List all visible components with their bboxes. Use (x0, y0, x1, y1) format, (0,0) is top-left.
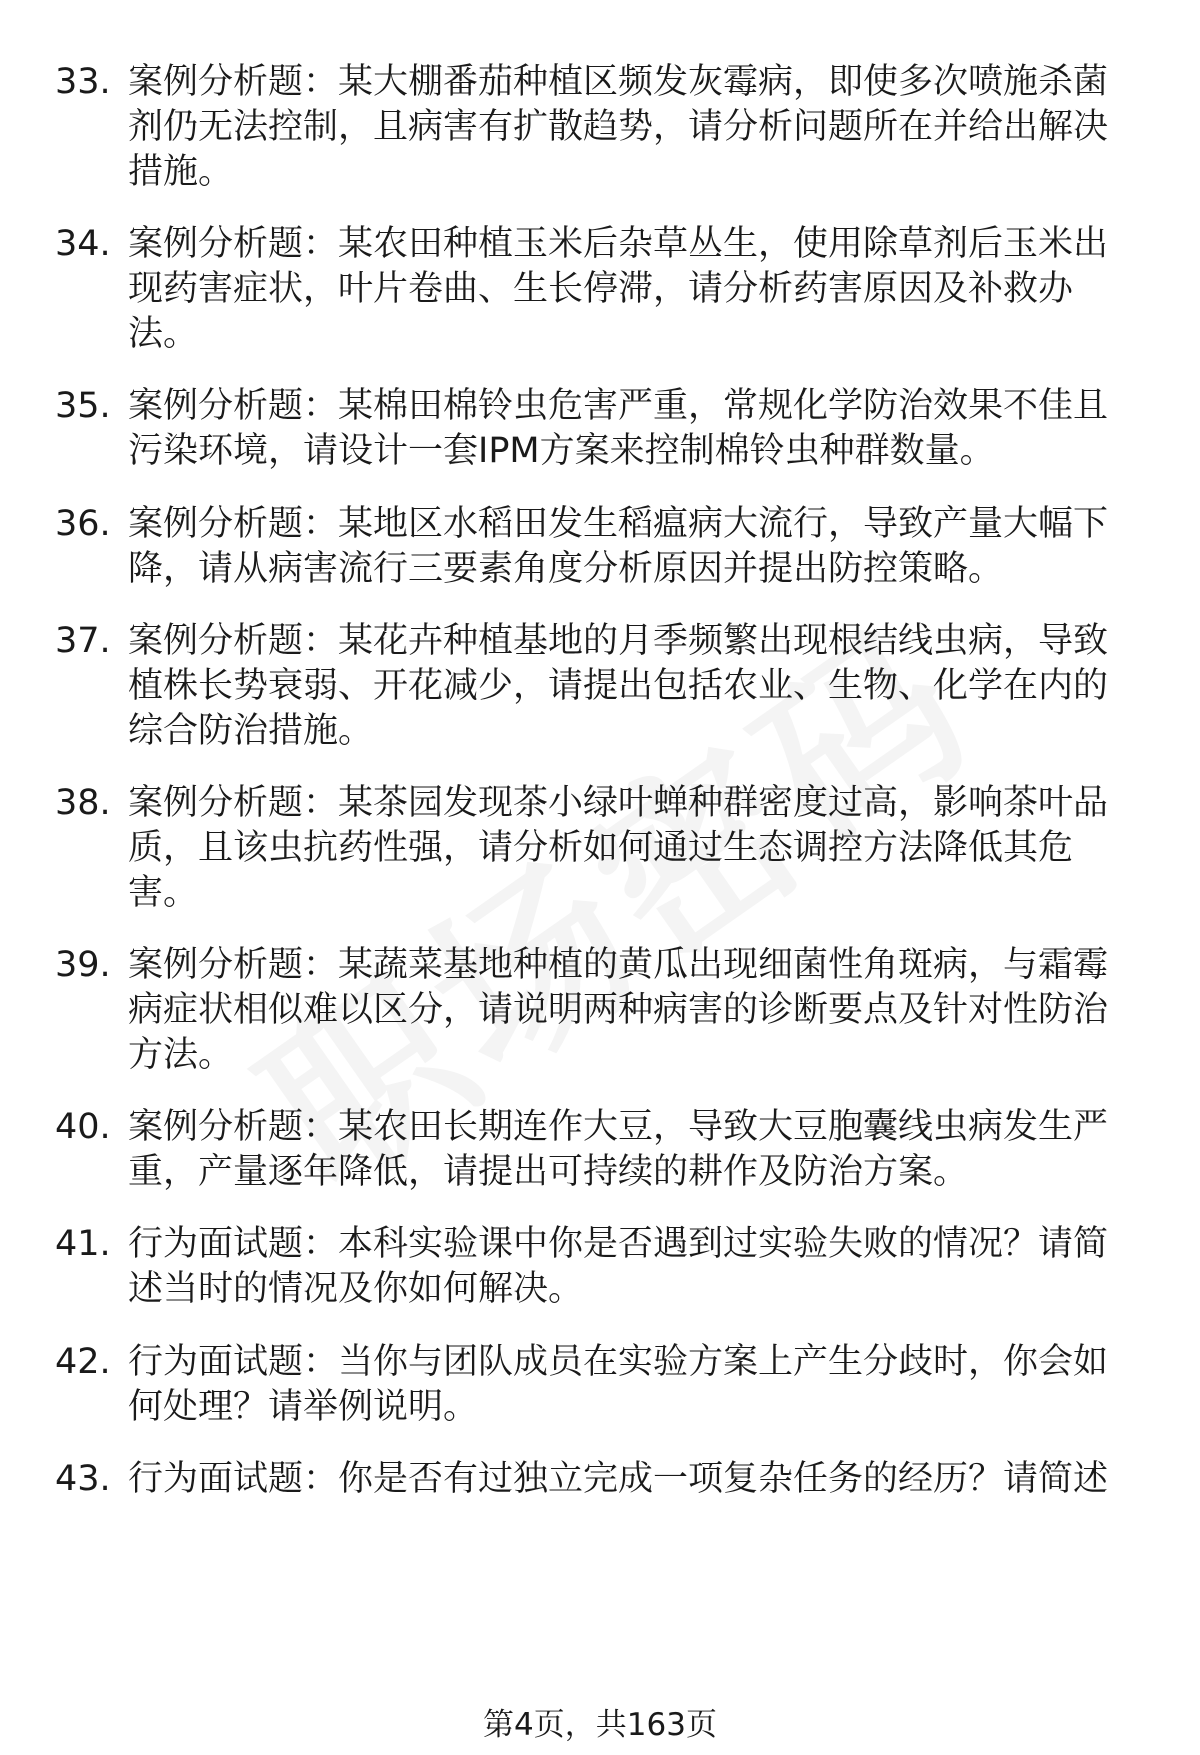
question-number: 43. (55, 1459, 111, 1499)
question-text: 行为面试题：你是否有过独立完成一项复杂任务的经历？请简述 (128, 1459, 1109, 1499)
question-number: 41. (55, 1224, 111, 1264)
question-text: 案例分析题：某棉田棉铃虫危害严重，常规化学防治效果不佳且污染环境，请设计一套IPM方案来控制棉铃虫种群数量。 (128, 386, 1109, 471)
question-text: 案例分析题：某蔬菜基地种植的黄瓜出现细菌性角斑病，与霜霉病症状相似难以区分，请说明两种病害的诊断要点及针对性防治方法。 (128, 945, 1109, 1075)
question-text: 行为面试题：当你与团队成员在实验方案上产生分歧时，你会如何处理？请举例说明。 (128, 1342, 1109, 1427)
question-text: 案例分析题：某茶园发现茶小绿叶蝉种群密度过高，影响茶叶品质，且该虫抗药性强，请分析如何通过生态调控方法降低其危害。 (128, 783, 1109, 913)
question-number: 34. (55, 224, 111, 264)
question-text: 案例分析题：某地区水稻田发生稻瘟病大流行，导致产量大幅下降，请从病害流行三要素角度分析原因并提出防控策略。 (128, 504, 1109, 589)
question-text: 行为面试题：本科实验课中你是否遇到过实验失败的情况？请简述当时的情况及你如何解决。 (128, 1224, 1109, 1309)
question-number: 39. (55, 945, 111, 985)
question-text: 案例分析题：某农田种植玉米后杂草丛生，使用除草剂后玉米出现药害症状，叶片卷曲、生长停滞，请分析药害原因及补救办法。 (128, 224, 1109, 354)
question-number: 37. (55, 621, 111, 661)
question-number: 33. (55, 62, 111, 102)
question-text: 案例分析题：某农田长期连作大豆，导致大豆胞囊线虫病发生严重，产量逐年降低，请提出可持续的耕作及防治方案。 (128, 1107, 1109, 1192)
page-footer: 第4页，共163页 (483, 1707, 717, 1743)
question-number: 40. (55, 1107, 111, 1147)
question-text: 案例分析题：某花卉种植基地的月季频繁出现根结线虫病，导致植株长势衰弱、开花减少，请提出包括农业、生物、化学在内的综合防治措施。 (128, 621, 1109, 751)
question-number: 36. (55, 504, 111, 544)
question-number: 35. (55, 386, 111, 426)
question-text: 案例分析题：某大棚番茄种植区频发灰霉病，即使多次喷施杀菌剂仍无法控制，且病害有扩散趋势，请分析问题所在并给出解决措施。 (128, 62, 1109, 192)
question-number: 42. (55, 1342, 111, 1382)
question-number: 38. (55, 783, 111, 823)
